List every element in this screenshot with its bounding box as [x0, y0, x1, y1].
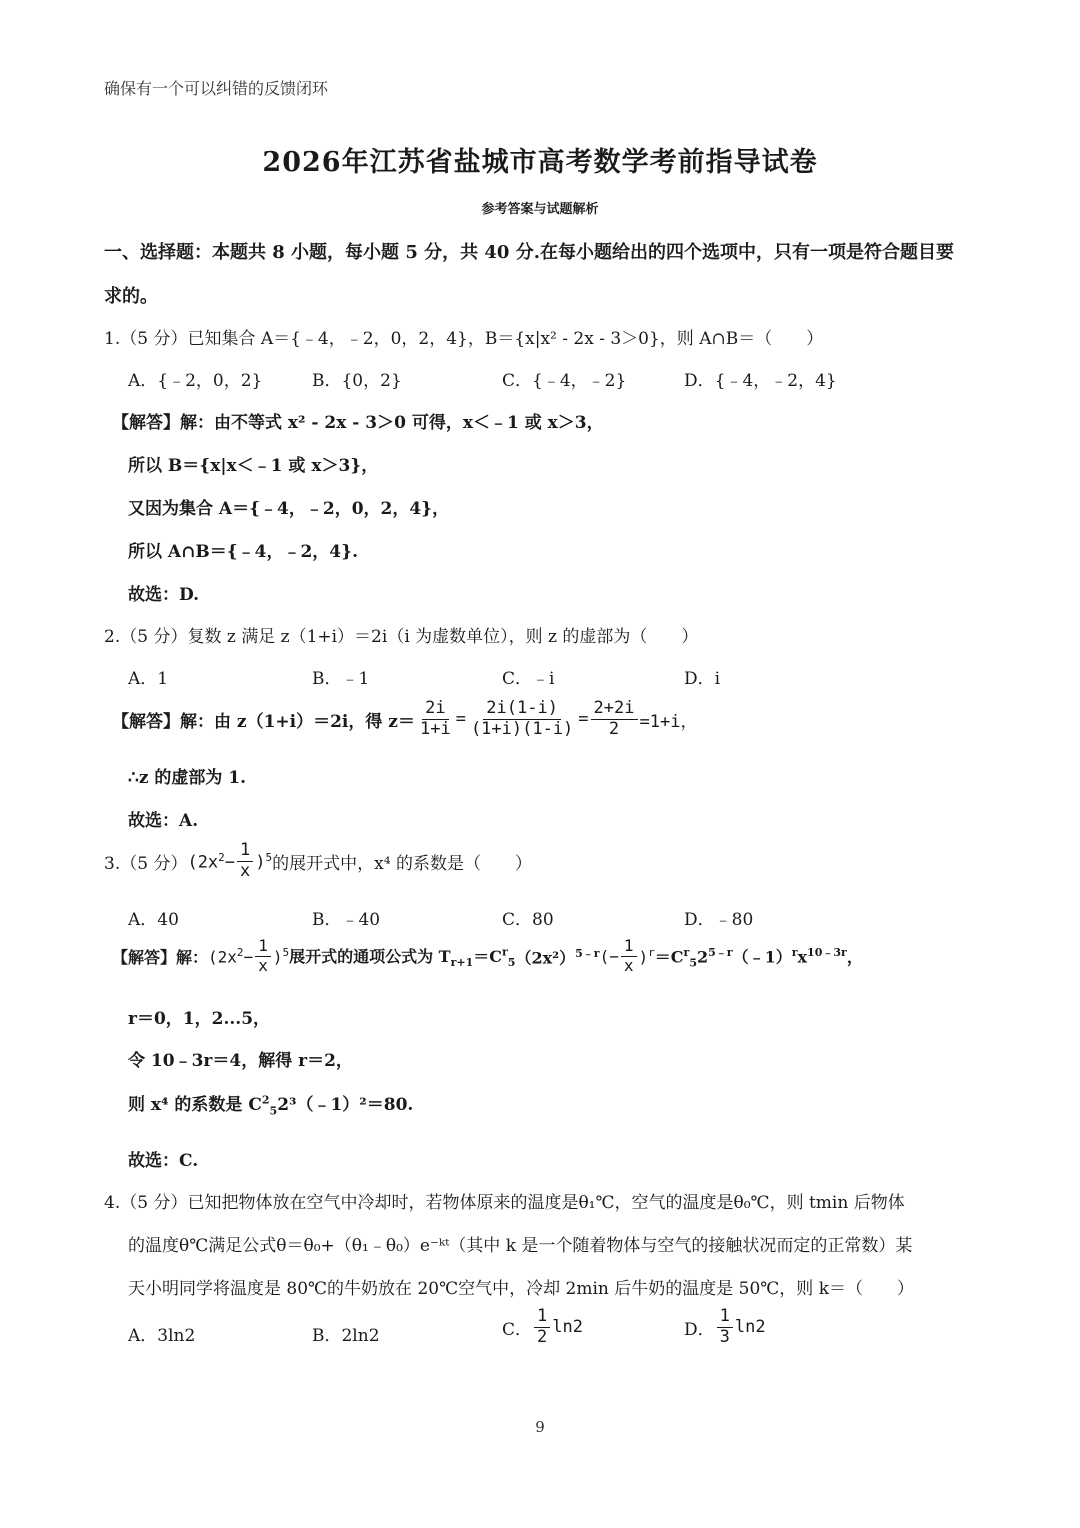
page-title: 2026年江苏省盐城市高考数学考前指导试卷 — [262, 147, 818, 178]
q3-answer-binom: $=C^r_5$ — [473, 945, 516, 969]
fraction-denominator: 1+i — [419, 718, 451, 739]
q3-answer-line-3: 令 10﹣3r＝4，解得 r＝2， — [128, 1051, 353, 1071]
q2-option-b: B．﹣1 — [312, 669, 370, 689]
q1-option-b: B．{0，2} — [312, 371, 402, 391]
q3-answer-expr-open: ($2x^2-$ — [208, 946, 254, 967]
section-heading: 一、选择题：本题共 8 小题，每小题 5 分，共 40 分.在每小题给出的四个选项中，只有一项是符合题目要 — [104, 242, 954, 263]
question-4-line-1: 4.（5 分）已知把物体放在空气中冷却时，若物体原来的温度是θ₁℃，空气的温度是θ₀℃，则 tmin 后物体 — [104, 1193, 905, 1213]
q3-stem-prefix: 3.（5 分） — [104, 853, 188, 874]
q2-answer-line-1 — [112, 700, 697, 739]
option-tail: ln2 — [552, 1317, 583, 1338]
question-2-stem: 2.（5 分）复数 z 满足 z（1+i）＝2i（i 为虚数单位），则 z 的虚部为（ ） — [104, 627, 699, 647]
q1-answer-line-4: 所以 A∩B＝{﹣4，﹣2，4}. — [128, 542, 358, 562]
option-label: C． — [502, 1319, 533, 1340]
fraction-denominator: 3 — [719, 1326, 730, 1347]
q4-option-b: B．2ln2 — [312, 1326, 380, 1346]
q2-fraction-2 — [468, 700, 576, 739]
q3-answer-prefix: 【解答】解： — [112, 947, 209, 967]
fraction-numerator: 1 — [534, 1308, 550, 1328]
fraction-numerator: 2i — [422, 700, 448, 720]
option-label: D． — [684, 1319, 715, 1340]
fraction-denominator: x — [623, 955, 634, 975]
q4-option-d — [684, 1308, 766, 1347]
q2-option-a: A．1 — [128, 669, 169, 689]
q1-option-a: A．{﹣2，0，2} — [128, 371, 263, 391]
q3-answer-neg-close: )$^r$ — [638, 946, 655, 967]
q2-answer-suffix: =1+i， — [639, 711, 698, 732]
q3-option-a: A．40 — [128, 910, 179, 930]
q2-option-d: D．i — [684, 669, 721, 689]
fraction-numerator: 2+2i — [591, 700, 638, 720]
q2-answer-prefix: 【解答】解：由 z（1+i）＝2i，得 z＝ — [112, 711, 415, 732]
q1-option-c: C．{﹣4，﹣2} — [502, 371, 627, 391]
fraction-denominator: x — [258, 955, 268, 975]
q3-answer-tail: $=C^r_52^{5﹣r}(﹣1)^rx^{10﹣3r}$， — [654, 945, 863, 970]
question-3-stem — [104, 842, 532, 881]
q3-answer-line-2: r＝0，1，2...5， — [128, 1009, 271, 1029]
fraction-numerator: 2i(1-i) — [483, 700, 561, 720]
q3-answer-term: $(2x^2)^{5﹣r}$ — [515, 946, 600, 967]
q1-answer-line-1: 【解答】解：由不等式 x² - 2x - 3＞0 可得，x＜﹣1 或 x＞3， — [112, 413, 604, 433]
header-note: 确保有一个可以纠错的反馈闭环 — [104, 79, 329, 98]
q3-stem-suffix: 的展开式中，x⁴ 的系数是（ ） — [272, 853, 532, 874]
q4-option-a: A．3ln2 — [128, 1326, 196, 1346]
q1-answer-line-2: 所以 B＝{x|x＜﹣1 或 x＞3}， — [128, 456, 379, 476]
fraction-denominator: 2 — [608, 718, 620, 739]
q3-answer-fraction — [255, 938, 271, 975]
fraction-denominator: 2 — [537, 1326, 548, 1347]
q2-fraction-1 — [417, 700, 454, 739]
q3-answer-mid: 展开式的通项公式为 $T_{r+1}$ — [289, 946, 474, 969]
page-number: 9 — [535, 1418, 545, 1436]
q4-option-d-fraction — [717, 1308, 733, 1347]
q4-option-c-fraction — [534, 1308, 550, 1347]
fraction-denominator: (1+i)(1-i) — [470, 718, 574, 739]
q3-expr-close: )$^5$ — [255, 850, 273, 873]
q4-option-c — [502, 1308, 583, 1347]
q3-answer-line-1 — [112, 938, 863, 975]
q2-answer-line-3: 故选：A. — [128, 811, 199, 831]
page-subtitle: 参考答案与试题解析 — [481, 202, 599, 217]
q2-answer-line-2: ∴z 的虚部为 1. — [128, 768, 247, 788]
fraction-numerator: 1 — [237, 842, 253, 862]
q2-fraction-3 — [591, 700, 638, 739]
q1-answer-line-3: 又因为集合 A＝{﹣4，﹣2，0，2，4}， — [128, 499, 450, 519]
q3-answer-line-4: 则 x⁴ 的系数是 $C^2_52^3(﹣1)^2=80$. — [128, 1093, 414, 1118]
q1-option-d: D．{﹣4，﹣2，4} — [684, 371, 837, 391]
fraction-numerator: 1 — [255, 938, 271, 957]
q3-option-b: B．﹣40 — [312, 910, 381, 930]
q3-answer-line-5: 故选：C. — [128, 1151, 199, 1171]
q3-answer-neg-fraction — [621, 938, 637, 975]
q3-stem-fraction — [237, 842, 253, 881]
q1-answer-line-5: 故选：D. — [128, 585, 200, 605]
section-heading-cont: 求的。 — [104, 286, 158, 307]
q3-option-c: C．80 — [502, 910, 554, 930]
q2-option-c: C．﹣i — [502, 669, 555, 689]
fraction-numerator: 1 — [621, 938, 637, 957]
equals-sign: = — [455, 709, 466, 730]
equals-sign: = — [578, 709, 589, 730]
q3-answer-expr-close: )$^5$ — [272, 946, 290, 967]
question-4-line-3: 天小明同学将温度是 80℃的牛奶放在 20℃空气中，冷却 2min 后牛奶的温度是 50℃，则 k＝（ ） — [128, 1279, 914, 1299]
fraction-denominator: x — [240, 860, 251, 881]
option-tail: ln2 — [734, 1317, 766, 1338]
q3-expr-open: ($2x^2-$ — [187, 850, 236, 873]
question-1-stem: 1.（5 分）已知集合 A＝{﹣4，﹣2，0，2，4}，B＝{x|x² - 2x - 3＞0}，则 A∩B＝（ ） — [104, 329, 824, 349]
question-4-line-2: 的温度θ℃满足公式θ＝θ₀+（θ₁﹣θ₀）e⁻ᵏᵗ（其中 k 是一个随着物体与空气的接触状况而定的正常数）某 — [128, 1236, 913, 1256]
q3-option-d: D．﹣80 — [684, 910, 754, 930]
fraction-numerator: 1 — [717, 1308, 733, 1328]
q3-answer-neg: (− — [599, 946, 619, 966]
